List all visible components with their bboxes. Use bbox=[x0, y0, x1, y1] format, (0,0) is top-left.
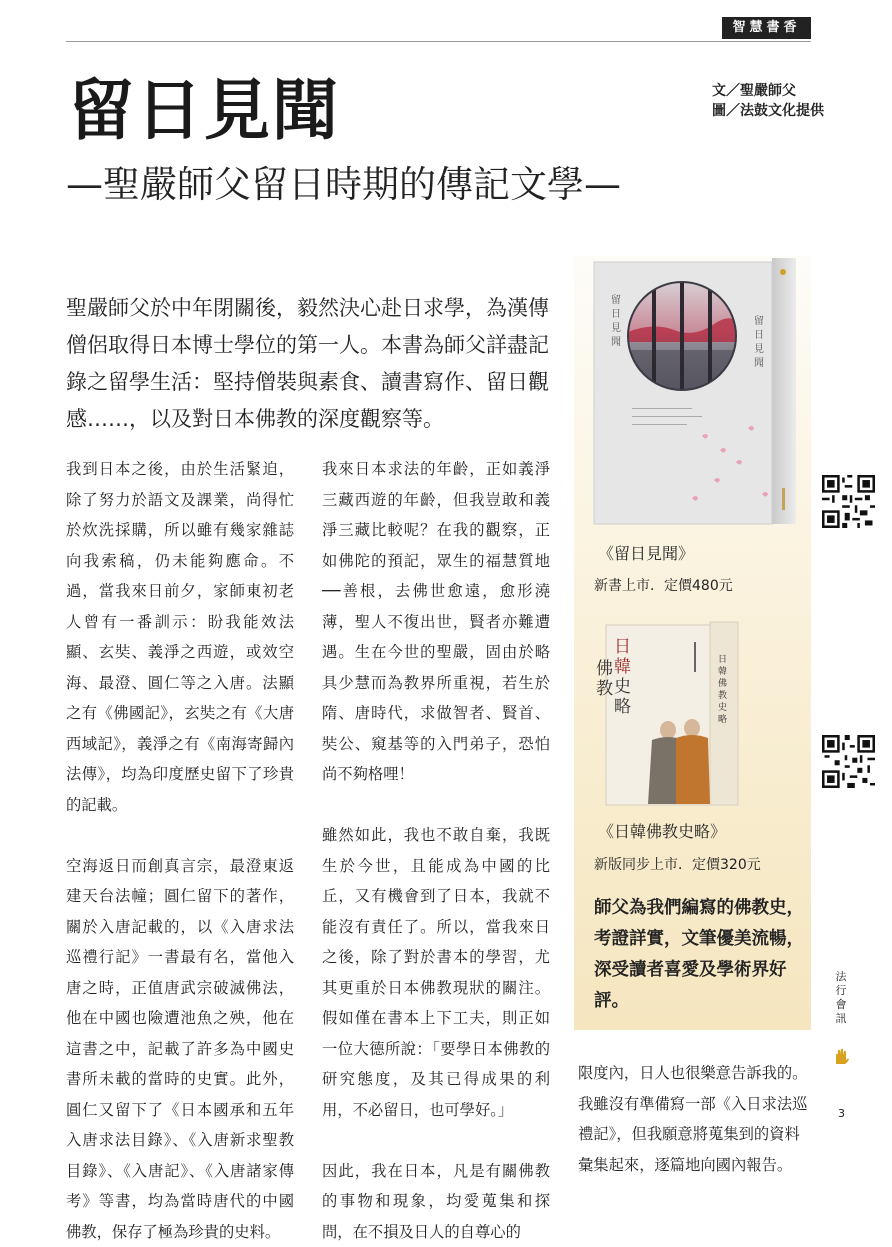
author-credit: 文／聖嚴師父 bbox=[712, 81, 824, 101]
body-column-2 bbox=[322, 454, 550, 1247]
book-price: 新版同步上市．定價320元 bbox=[594, 855, 761, 875]
body-paragraph: 我到日本之後，由於生活緊迫，除了努力於語文及課業，尚得忙於炊洗採購，所以雖有幾家雜誌向我索稿，仍未能夠應命。不過，當我來日前夕，家師東初老人曾有一番訓示：盼我能效法顯、玄奘、義淨之西遊，或效空海、最澄、圓仁等之入唐。法顯之有《佛國記》，玄奘之有《大唐西域記》，義淨之有《南海寄歸內法傳》，均為印度歷史留下了珍貴的記載。 bbox=[66, 454, 294, 820]
svg-text:教: 教 bbox=[596, 679, 613, 699]
svg-text:史: 史 bbox=[614, 677, 631, 697]
book-cover-liuri-jianwen bbox=[594, 258, 799, 526]
svg-text:留: 留 bbox=[609, 293, 620, 305]
body-paragraph: 空海返日而創真言宗，最澄東返建天台法幢；圓仁留下的著作，關於入唐記載的，以《入唐求法巡禮行記》一書最有名，當他入唐之時，正值唐武宗破滅佛法，他在中國也險遭池魚之殃，他在這書之中，記載了許多為中國史書所未載的當時的史實。此外，圓仁又留下了《日本國承和五年入唐求法目錄》、《入唐新求聖教目錄》、《入唐記》、《入唐諸家傳考》等書，均為當時唐代的中國佛教，保存了極為珍貴的史料。 bbox=[66, 851, 294, 1247]
book-caption: 《日韓佛教史略》 bbox=[598, 821, 726, 843]
book-cover-rihan-fojiao-shilue bbox=[606, 622, 741, 807]
svg-text:略: 略 bbox=[718, 713, 727, 725]
svg-text:日: 日 bbox=[718, 654, 727, 665]
body-column-1 bbox=[66, 454, 294, 1247]
svg-text:見: 見 bbox=[609, 322, 621, 332]
svg-text:聞: 聞 bbox=[609, 336, 621, 347]
masthead bbox=[833, 970, 849, 1026]
body-column-3 bbox=[578, 1058, 813, 1180]
intro-paragraph: 聖嚴師父於中年閉關後，毅然決心赴日求學，為漢傳僧侶取得日本博士學位的第一人。本書為師父詳盡記錄之留學生活：堅持僧裝與素食、讀書寫作、留日觀感……，以及對日本佛教的深度觀察等。 bbox=[66, 290, 566, 438]
svg-text:日: 日 bbox=[614, 637, 631, 657]
section-tag: 智慧書香 bbox=[722, 17, 811, 39]
svg-text:日: 日 bbox=[754, 329, 764, 341]
qr-code-icon[interactable] bbox=[822, 735, 875, 788]
qr-code-icon[interactable] bbox=[822, 475, 875, 528]
svg-text:略: 略 bbox=[614, 697, 631, 717]
credits bbox=[712, 81, 824, 121]
body-paragraph: 限度內，日人也很樂意告訴我的。我雖沒有準備寫一部《入日求法巡禮記》，但我願意將蒐集到的資料彙集起來，逐篇地向國內報告。 bbox=[578, 1058, 813, 1180]
svg-text:教: 教 bbox=[718, 689, 727, 701]
article-subtitle: —聖嚴師父留日時期的傳記文學— bbox=[66, 162, 621, 208]
svg-text:聞: 聞 bbox=[754, 357, 764, 369]
svg-text:史: 史 bbox=[718, 701, 727, 713]
svg-text:留: 留 bbox=[754, 314, 764, 327]
book-caption: 《留日見聞》 bbox=[598, 543, 694, 565]
svg-text:佛: 佛 bbox=[596, 659, 613, 679]
body-paragraph: 我來日本求法的年齡，正如義淨三藏西遊的年齡，但我豈敢和義淨三藏比較呢？在我的觀察，正如佛陀的預記，眾生的福慧質地──善根，去佛世愈遠，愈形澆薄，聖人不復出世，賢者亦難遭遇。生在今世的聖嚴，固由於略具少慧而為教界所重視，若生於隋、唐時代，求做智者、賢首、奘公、窺基等的入門弟子，恐怕尚不夠格哩！ bbox=[322, 454, 550, 790]
book-price: 新書上市．定價480元 bbox=[594, 576, 733, 596]
svg-text:韓: 韓 bbox=[718, 665, 727, 677]
body-paragraph: 雖然如此，我也不敢自棄，我既生於今世，且能成為中國的比丘，又有機會到了日本，我就不能沒有責任了。所以，當我來日之後，除了對於書本的學習，尤其更重於日本佛教現狀的關注。假如僅在書本上下工夫，則正如一位大德所說：「要學日本佛教的研究態度，及其已得成果的利用，不必留日，也可學好。」 bbox=[322, 820, 550, 1125]
lotus-hand-icon bbox=[833, 1048, 851, 1066]
masthead-text: 法 行 會 訊 bbox=[833, 970, 849, 1026]
svg-text:見: 見 bbox=[754, 343, 764, 355]
page-number: 3 bbox=[838, 1107, 845, 1120]
article-title: 留日見聞 bbox=[68, 70, 340, 150]
image-credit: 圖／法鼓文化提供 bbox=[712, 101, 824, 121]
header-rule bbox=[66, 41, 811, 42]
body-paragraph: 因此，我在日本，凡是有關佛教的事物和現象，均愛蒐集和探問，在不損及日人的自尊心的 bbox=[322, 1156, 550, 1247]
svg-text:佛: 佛 bbox=[718, 677, 727, 689]
svg-text:韓: 韓 bbox=[614, 657, 631, 677]
sidebar-note: 師父為我們編寫的佛教史，考證詳實，文筆優美流暢，深受讀者喜愛及學術界好評。 bbox=[594, 893, 804, 1017]
svg-text:日: 日 bbox=[609, 308, 620, 318]
